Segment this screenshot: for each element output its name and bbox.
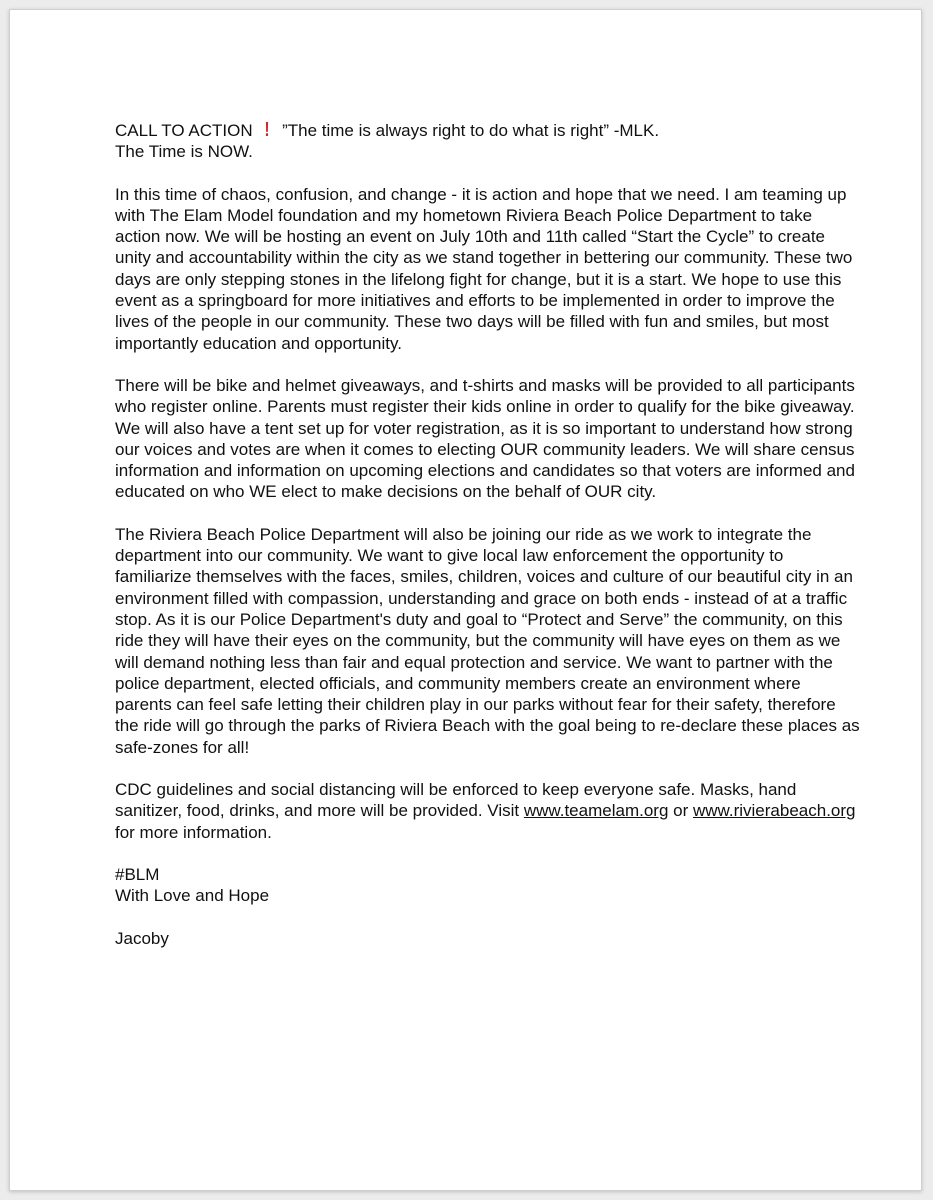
exclamation-icon: !	[264, 119, 270, 141]
document-page	[9, 9, 922, 1191]
call-to-action-heading: CALL TO ACTION	[115, 121, 253, 140]
cdc-text: CDC guidelines and social distancing will be enforced to keep everyone safe. Masks, hand sanitizer, food, drinks, and more will be provided. Visit	[115, 780, 797, 821]
mlk-quote: ”The time is always right to do what is right” -MLK.	[282, 121, 660, 140]
signature: Jacoby	[115, 928, 169, 948]
paragraph-giveaways: There will be bike and helmet giveaways, and t-shirts and masks will be provided to all participants who register online. Parents must register their kids online in order to qualify for the bike giveaway. We will also have a tent set up for voter registration, as it is so important to understand how strong our voices and votes are when it comes to electing OUR community leaders. We will share census information and information on upcoming elections and candidates so that voters are informed and educated on who WE elect to make decisions on the behalf of OUR city.	[115, 375, 855, 502]
paragraph-police-department: The Riviera Beach Police Department will also be joining our ride as we work to integrate the department into our community. We want to give local law enforcement the opportunity to familiarize themselves with the faces, smiles, children, voices and culture of our beautiful city in an environment filled with compassion, understanding and grace on both ends - instead of at a traffic stop. As it is our Police Department's duty and goal to “Protect and Serve” the community, on this ride they will have their eyes on the community, but the community will have eyes on them as we will demand nothing less than fair and equal protection and service. We want to partner with the police department, elected officials, and community members create an environment where parents can feel safe letting their children play in our parks without fear for their safety, therefore the ride will go through the parks of Riviera Beach with the goal being to re-declare these places as safe-zones for all!	[115, 524, 860, 757]
letter-body	[115, 120, 860, 949]
teamelam-link[interactable]: www.teamelam.org	[523, 801, 669, 821]
rivierabeach-link[interactable]: www.rivierabeach.org	[692, 801, 856, 821]
blm-hashtag: #BLM	[115, 864, 160, 884]
paragraph-cdc-guidelines	[115, 779, 860, 843]
cdc-text-or: or	[668, 801, 693, 821]
sign-off: With Love and Hope	[115, 886, 270, 906]
paragraph-event-intro: In this time of chaos, confusion, and change - it is action and hope that we need. I am teaming up with The Elam Model foundation and my hometown Riviera Beach Police Department to take action now. We will be hosting an event on July 10th and 11th called “Start the Cycle” to create unity and accountability within the city as we stand together in bettering our community. These two days are only stepping stones in the lifelong fight for change, but it is a start. We hope to use this event as a springboard for more initiatives and efforts to be implemented in order to improve the lives of the people in our community. These two days will be filled with fun and smiles, but most importantly education and opportunity.	[115, 184, 853, 353]
closing-block	[115, 864, 860, 907]
header-block	[115, 120, 860, 163]
cdc-text-end: for more information.	[115, 822, 272, 842]
time-is-now-line: The Time is NOW.	[115, 142, 253, 162]
